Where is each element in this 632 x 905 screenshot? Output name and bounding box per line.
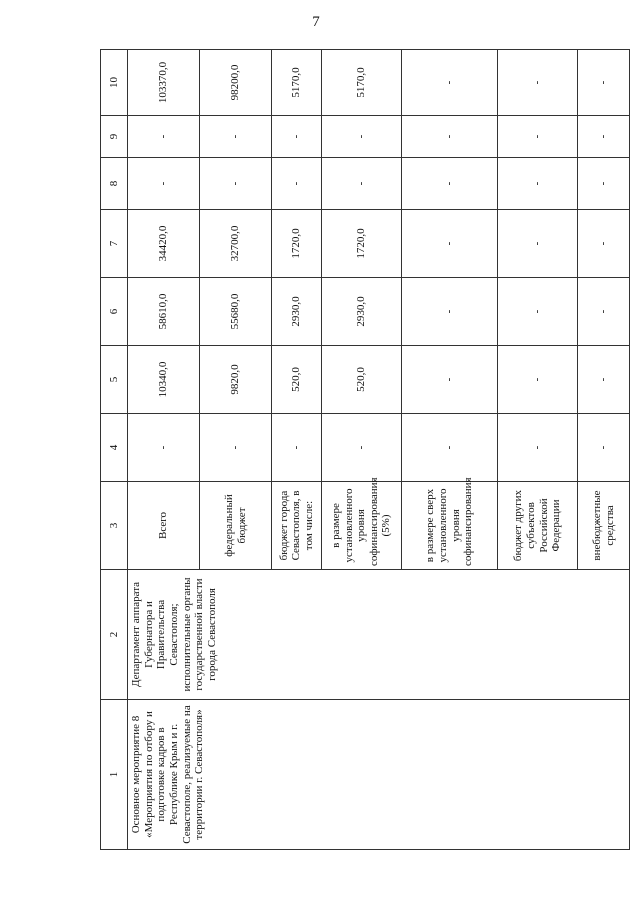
value-cell: - bbox=[498, 414, 578, 482]
value-cell: 9820,0 bbox=[200, 346, 272, 414]
funding-source-cell: федеральный бюджет bbox=[200, 482, 272, 570]
header-cell: 6 bbox=[101, 278, 128, 346]
funding-source-cell: в размере сверх установленного уровня софинансирования bbox=[402, 482, 498, 570]
value-cell: 34420,0 bbox=[128, 210, 200, 278]
funding-source-cell: бюджет города Севастополя, в том числе: bbox=[272, 482, 322, 570]
value-cell: - bbox=[402, 278, 498, 346]
value-cell: - bbox=[200, 414, 272, 482]
value-cell: - bbox=[578, 346, 630, 414]
value-cell: - bbox=[402, 346, 498, 414]
value-cell: - bbox=[272, 116, 322, 158]
measure-name-cell: Основное мероприятие 8 «Мероприятия по отбору и подготовке кадров в Республике Крым и г. Севастополе, реализуемые на территории г. Севастополя» bbox=[128, 700, 630, 850]
table-row bbox=[128, 50, 200, 850]
value-cell: 2930,0 bbox=[322, 278, 402, 346]
header-cell: 7 bbox=[101, 210, 128, 278]
value-cell: 103370,0 bbox=[128, 50, 200, 116]
header-cell: 10 bbox=[101, 50, 128, 116]
value-cell: - bbox=[578, 414, 630, 482]
value-cell: - bbox=[578, 116, 630, 158]
value-cell: - bbox=[402, 414, 498, 482]
value-cell: - bbox=[272, 158, 322, 210]
value-cell: - bbox=[200, 158, 272, 210]
value-cell: - bbox=[272, 414, 322, 482]
page-number: 7 bbox=[312, 14, 320, 30]
header-cell: 1 bbox=[101, 700, 128, 850]
header-cell: 5 bbox=[101, 346, 128, 414]
funding-source-cell: бюджет других субъектов Российской Федерации bbox=[498, 482, 578, 570]
funding-source-cell: Всего bbox=[128, 482, 200, 570]
value-cell: 520,0 bbox=[272, 346, 322, 414]
value-cell: 32700,0 bbox=[200, 210, 272, 278]
value-cell: - bbox=[578, 50, 630, 116]
funding-source-cell: внебюджетные средства bbox=[578, 482, 630, 570]
budget-table bbox=[100, 49, 630, 850]
value-cell: 5170,0 bbox=[322, 50, 402, 116]
value-cell: - bbox=[128, 158, 200, 210]
value-cell: 1720,0 bbox=[272, 210, 322, 278]
value-cell: - bbox=[322, 158, 402, 210]
funding-source-cell: в размере установленного уровня софинансирования (5%) bbox=[322, 482, 402, 570]
value-cell: - bbox=[322, 116, 402, 158]
value-cell: - bbox=[322, 414, 402, 482]
value-cell: - bbox=[578, 158, 630, 210]
value-cell: - bbox=[578, 278, 630, 346]
header-cell: 8 bbox=[101, 158, 128, 210]
value-cell: - bbox=[498, 158, 578, 210]
value-cell: 2930,0 bbox=[272, 278, 322, 346]
value-cell: - bbox=[498, 210, 578, 278]
header-cell: 9 bbox=[101, 116, 128, 158]
value-cell: - bbox=[498, 346, 578, 414]
value-cell: - bbox=[402, 50, 498, 116]
value-cell: - bbox=[498, 116, 578, 158]
value-cell: - bbox=[578, 210, 630, 278]
value-cell: - bbox=[402, 210, 498, 278]
value-cell: - bbox=[128, 116, 200, 158]
header-cell: 3 bbox=[101, 482, 128, 570]
value-cell: 10340,0 bbox=[128, 346, 200, 414]
header-row bbox=[101, 50, 128, 850]
header-cell: 4 bbox=[101, 414, 128, 482]
value-cell: - bbox=[402, 158, 498, 210]
value-cell: 5170,0 bbox=[272, 50, 322, 116]
value-cell: - bbox=[200, 116, 272, 158]
value-cell: 55680,0 bbox=[200, 278, 272, 346]
value-cell: 98200,0 bbox=[200, 50, 272, 116]
budget-table-frame bbox=[100, 50, 616, 850]
rotated-table-container bbox=[100, 50, 616, 850]
header-cell: 2 bbox=[101, 570, 128, 700]
value-cell: - bbox=[128, 414, 200, 482]
value-cell: 58610,0 bbox=[128, 278, 200, 346]
value-cell: 520,0 bbox=[322, 346, 402, 414]
value-cell: 1720,0 bbox=[322, 210, 402, 278]
value-cell: - bbox=[498, 50, 578, 116]
responsible-executor-cell: Департамент аппарата Губернатора и Правительства Севастополя; исполнительные органы государственной власти города Севастополя bbox=[128, 570, 630, 700]
value-cell: - bbox=[402, 116, 498, 158]
value-cell: - bbox=[498, 278, 578, 346]
